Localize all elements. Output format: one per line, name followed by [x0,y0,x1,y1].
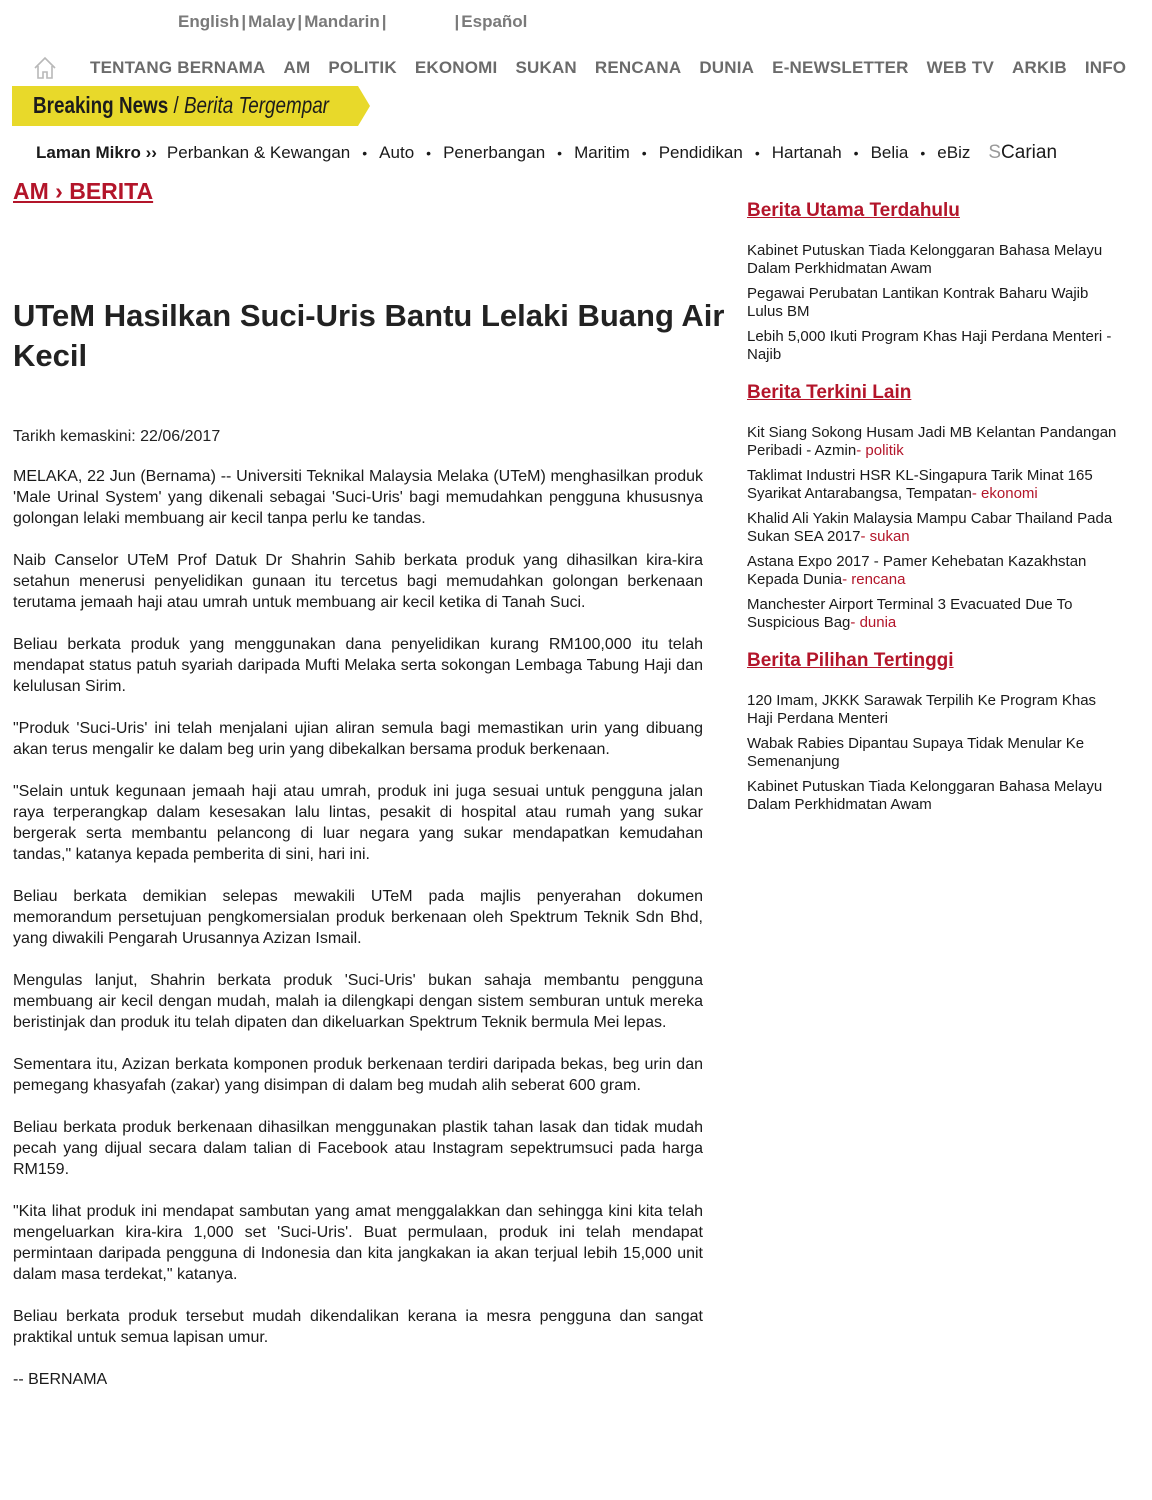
nav-sukan[interactable]: SUKAN [515,58,577,77]
link-text: Lebih 5,000 Ikuti Program Khas Haji Perdana Menteri - Najib [747,328,1112,363]
micro-nav-item[interactable]: eBiz [937,143,971,162]
bullet: • [426,145,432,161]
link-text: Manchester Airport Terminal 3 Evacuated Due To Suspicious Bag [747,596,1073,631]
language-bar [178,12,527,32]
sidebar-link[interactable] [747,285,1117,321]
bullet: • [641,145,647,161]
link-text: Kit Siang Sokong Husam Jadi MB Kelantan Pandangan Peribadi - Azmin [747,424,1117,459]
micro-site-nav [36,142,1057,164]
article-paragraph: Naib Canselor UTeM Prof Datuk Dr Shahrin Sahib berkata produk yang dihasilkan kira-kira setahun menerusi penyelidikan gunaan itu tercetus bagi memudahkan golongan berkenaan terutama jemaah haji atau umrah untuk membuang air kecil ketika di Tanah Suci. [13,552,703,611]
bullet: • [557,145,563,161]
article-paragraph: Beliau berkata produk berkenaan dihasilkan menggunakan plastik tahan lasak dan tidak mudah pecah yang dijual secara dalam talian di Facebook atau Instagram sepektrumsuci pada harga RM159. [13,1119,703,1178]
breaking-news-label [33,92,329,119]
article-paragraph: Mengulas lanjut, Shahrin berkata produk 'Suci-Uris' bukan sahaja membantu pengguna membuang air kecil dengan mudah, malah ia dilengkapi dengan sistem semburan untuk mereka beristinjak dan produk itu telah dipaten dan dikeluarkan Spektrum Teknik bermula Mei lepas. [13,972,703,1031]
category-tag: - ekonomi [971,485,1038,502]
article-paragraph: MELAKA, 22 Jun (Bernama) -- Universiti Teknikal Malaysia Melaka (UTeM) menghasilkan produk 'Male Urinal System' yang dikenali sebagai 'Suci-Uris' bagi memudahkan pengguna khususnya golongan lelaki membuang air kecil tanpa perlu ke tandas. [13,468,703,527]
link-text: Khalid Ali Yakin Malaysia Mampu Cabar Thailand Pada Sukan SEA 2017 [747,510,1113,545]
lang-espanol[interactable]: Español [461,12,528,31]
article [13,296,725,1411]
sidebar-section-berita-pilihan [747,650,1117,814]
link-text: Kabinet Putuskan Tiada Kelonggaran Bahasa Melayu Dalam Perkhidmatan Awam [747,242,1103,277]
sidebar-link[interactable] [747,692,1117,728]
category-tag: - sukan [860,528,910,545]
category-tag: - rencana [842,571,906,588]
sidebar-link[interactable] [747,424,1117,460]
sidebar [747,200,1117,832]
category-tag: - dunia [850,614,897,631]
home-icon[interactable] [32,56,58,80]
link-text: Wabak Rabies Dipantau Supaya Tidak Menular Ke Semenanjung [747,735,1085,770]
sidebar-heading[interactable]: Berita Utama Terdahulu [747,200,960,221]
sidebar-link[interactable] [747,510,1117,546]
bullet: • [362,145,368,161]
micro-nav-item[interactable]: Maritim [574,143,630,162]
separator: | [297,12,303,31]
bullet: • [853,145,859,161]
sidebar-link[interactable] [747,553,1117,589]
nav-arkib[interactable]: ARKIB [1011,58,1067,77]
article-paragraph: "Selain untuk kegunaan jemaah haji atau umrah, produk ini juga sesuai untuk pengguna jalan raya terperangkap dalam kesesakan lalu lintas, pesakit di hospital atau rumah yang sukar bergerak serta membantu pelancong di luar negara yang sukar mendapatkan kemudahan tandas," katanya kepada pemberita di sini, hari ini. [13,783,703,863]
micro-nav-title: Laman Mikro ›› [36,143,157,162]
sidebar-section-berita-utama [747,200,1117,364]
separator: | [381,12,387,31]
nav-ekonomi[interactable]: EKONOMI [414,58,498,77]
sidebar-link[interactable] [747,242,1117,278]
micro-nav-item[interactable]: Hartanah [771,143,842,162]
sidebar-link[interactable] [747,467,1117,503]
sidebar-link[interactable] [747,596,1117,632]
link-text: Astana Expo 2017 - Pamer Kehebatan Kazakhstan Kepada Dunia [747,553,1087,588]
sidebar-heading[interactable]: Berita Pilihan Tertinggi [747,650,954,671]
search-label: Carian [1001,142,1058,163]
sidebar-section-berita-terkini [747,382,1117,632]
link-text: Pegawai Perubatan Lantikan Kontrak Baharu Wajib Lulus BM [747,285,1089,320]
article-paragraph: Sementara itu, Azizan berkata komponen produk berkenaan terdiri daripada bekas, beg urin dan pemegang khasyafah (zakar) yang disimpan di dalam beg mudah alih seberat 600 gram. [13,1056,703,1094]
article-paragraph: Beliau berkata produk yang menggunakan dana penyelidikan kurang RM100,000 itu telah mendapat status patuh syariah daripada Mufti Melaka serta sokongan Lembaga Tabung Haji dan kelulusan Sirim. [13,636,703,695]
search-button[interactable] [988,142,1057,164]
sidebar-heading[interactable]: Berita Terkini Lain [747,382,912,403]
article-paragraph: "Produk 'Suci-Uris' ini telah menjalani ujian aliran semula bagi memastikan urin yang dibuang akan terus mengalir ke dalam beg urin yang dibekalkan bersama produk berkenaan. [13,720,703,758]
link-text: Taklimat Industri HSR KL-Singapura Tarik Minat 165 Syarikat Antarabangsa, Tempatan [747,467,1093,502]
bullet: • [920,145,926,161]
article-paragraph: "Kita lihat produk ini mendapat sambutan yang amat menggalakkan dan sehingga kini kita telah mengeluarkan kira-kira 1,000 set 'Suci-Uris'. Buat permulaan, produk ini telah mendapat permintaan daripada pengguna di Indonesia dan kita jangkakan ia akan terjual lebih 15,000 unit dalam masa terdekat," katanya. [13,1203,703,1283]
link-text: Kabinet Putuskan Tiada Kelonggaran Bahasa Melayu Dalam Perkhidmatan Awam [747,778,1103,813]
breaking-news-text: Breaking News [33,92,169,118]
category-tag: - politik [856,442,904,459]
sidebar-link[interactable] [747,735,1117,771]
nav-tentang-bernama[interactable]: TENTANG BERNAMA [90,58,266,77]
separator: | [454,12,460,31]
article-date: Tarikh kemaskini: 22/06/2017 [13,428,221,445]
lang-english[interactable]: English [178,12,240,31]
article-body [13,466,703,1390]
article-source: -- BERNAMA [13,1371,108,1388]
nav-dunia[interactable]: DUNIA [699,58,755,77]
bullet: • [754,145,760,161]
micro-nav-item[interactable]: Perbankan & Kewangan [166,143,351,162]
lang-mandarin[interactable]: Mandarin [304,12,380,31]
micro-nav-item[interactable]: Belia [870,143,909,162]
berita-tergempar-text: Berita Tergempar [183,92,329,118]
micro-nav-item[interactable]: Pendidikan [658,143,743,162]
article-title: UTeM Hasilkan Suci-Uris Bantu Lelaki Buang Air Kecil [13,298,725,373]
nav-info[interactable]: INFO [1084,58,1127,77]
article-paragraph: Beliau berkata produk tersebut mudah dikendalikan kerana ia mesra pengguna dan sangat praktikal untuk semua lapisan umur. [13,1308,703,1346]
article-paragraph: Beliau berkata demikian selepas mewakili UTeM pada majlis penyerahan dokumen memorandum persetujuan pengkomersialan produk berkenaan oleh Spektrum Teknik Sdn Bhd, yang diwakili Pengarah Urusannya Azizan Ismail. [13,888,703,947]
micro-nav-item[interactable]: Auto [379,143,415,162]
sidebar-link[interactable] [747,328,1117,364]
lang-malay[interactable]: Malay [248,12,296,31]
separator: | [241,12,247,31]
breaking-separator: / [168,92,184,118]
search-prefix: S [988,142,1002,163]
micro-nav-item[interactable]: Penerbangan [443,143,546,162]
nav-rencana[interactable]: RENCANA [594,58,682,77]
nav-am[interactable]: AM [283,58,311,77]
breaking-news-banner[interactable] [12,84,372,128]
main-nav [32,56,1144,80]
breadcrumb[interactable]: AM › BERITA [13,178,154,204]
nav-e-newsletter[interactable]: E-NEWSLETTER [772,58,909,77]
sidebar-link[interactable] [747,778,1117,814]
nav-politik[interactable]: POLITIK [328,58,397,77]
link-text: 120 Imam, JKKK Sarawak Terpilih Ke Program Khas Haji Perdana Menteri [747,692,1097,727]
nav-web-tv[interactable]: WEB TV [926,58,994,77]
